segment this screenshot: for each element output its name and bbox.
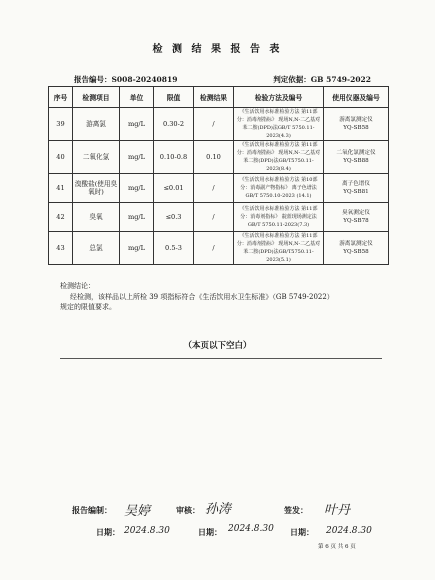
cell-item: 二氧化氯 <box>73 141 120 174</box>
cell-item: 溴酸盐(使用臭氧时) <box>73 174 120 203</box>
header-method: 检验方法及编号 <box>234 87 324 108</box>
cell-unit: mg/L <box>120 174 154 203</box>
cell-method: 《生活饮用水标准检验方法 第11部分：消毒剂指标》 现场N,N-二乙基对苯二胺(DPD)法GB/T 5750.11-2023(4.3) <box>234 108 324 141</box>
header-result: 检测结果 <box>194 87 234 108</box>
cell-result: / <box>194 108 234 141</box>
conclusion-heading: 检测结论： <box>60 282 95 290</box>
instrument-name: 游离氯测定仪 <box>339 241 373 247</box>
reviewed-date: 2024.8.30 <box>228 524 274 534</box>
table-row <box>49 141 389 174</box>
issued-date-label: 日期： <box>290 528 314 537</box>
table-header-row <box>49 87 389 108</box>
report-number-label: 报告编号： <box>74 75 112 84</box>
instrument-id: YQ-SB58 <box>343 249 369 255</box>
report-number-value: S008-20240819 <box>111 75 178 84</box>
standard-value: GB 5749-2022 <box>310 75 371 84</box>
issued-date: 2024.8.30 <box>326 526 372 536</box>
cell-instrument <box>324 174 389 203</box>
reviewed-by-label: 审核： <box>176 506 200 515</box>
cell-instrument <box>324 108 389 141</box>
table-row <box>49 174 389 203</box>
cell-limit: ≤0.3 <box>154 203 194 232</box>
reviewed-date-label: 日期： <box>198 528 222 537</box>
prepared-by-label: 报告编制： <box>72 506 112 515</box>
instrument-id: YQ-SB78 <box>343 218 369 224</box>
instrument-id: YQ-SB88 <box>343 158 369 164</box>
results-table <box>48 86 389 265</box>
cell-no: 41 <box>49 174 73 203</box>
instrument-name: 游离氯测定仪 <box>339 117 373 123</box>
judgement-standard <box>273 74 371 85</box>
cell-instrument <box>324 203 389 232</box>
issued-by-label: 签发： <box>284 506 308 515</box>
conclusion-text-continued: 规定的限值要求。 <box>60 303 116 311</box>
table-row <box>49 232 389 265</box>
cell-no: 42 <box>49 203 73 232</box>
cell-no: 39 <box>49 108 73 141</box>
instrument-name: 臭氧测定仪 <box>342 210 370 216</box>
cell-method: 《生活饮用水标准检验方法 第11部分：消毒剂指标》 靛蓝现场测定法 GB/T 5750.11-2023(7.3) <box>234 203 324 232</box>
report-title: 检 测 结 果 报 告 表 <box>152 44 283 55</box>
reviewed-signature: 孙涛 <box>205 502 232 517</box>
cell-instrument <box>324 141 389 174</box>
cell-limit: 0.10-0.8 <box>154 141 194 174</box>
header-unit: 单位 <box>120 87 154 108</box>
cell-unit: mg/L <box>120 141 154 174</box>
instrument-name: 离子色谱仪 <box>342 181 370 187</box>
instrument-id: YQ-SB58 <box>343 125 369 131</box>
standard-label: 判定依据： <box>273 75 311 84</box>
prepared-signature: 吴婷 <box>124 504 151 519</box>
cell-unit: mg/L <box>120 108 154 141</box>
cell-limit: 0.5-3 <box>154 232 194 265</box>
issued-signature: 叶丹 <box>324 503 351 518</box>
cell-item: 游离氯 <box>73 108 120 141</box>
prepared-date: 2024.8.30 <box>124 526 170 536</box>
report-number <box>74 74 177 85</box>
cell-limit: 0.30-2 <box>154 108 194 141</box>
cell-no: 43 <box>49 232 73 265</box>
cell-item: 臭氧 <box>73 203 120 232</box>
header-limit: 限值 <box>154 87 194 108</box>
cell-result: / <box>194 203 234 232</box>
page-number: 第 6 页 共 6 页 <box>318 544 356 550</box>
cell-result: / <box>194 232 234 265</box>
cell-method: 《生活饮用水标准检验方法 第11部分：消毒剂指标》 现场N,N-二乙基对苯二胺(DPD)法GB/T5750.11-2023(5.1) <box>234 232 324 265</box>
header-item: 检测项目 <box>73 87 120 108</box>
header-instrument: 使用仪器及编号 <box>324 87 389 108</box>
cell-limit: ≤0.01 <box>154 174 194 203</box>
prepared-date-label: 日期： <box>96 528 120 537</box>
instrument-id: YQ-SB81 <box>343 189 369 195</box>
cell-item: 总氯 <box>73 232 120 265</box>
cell-instrument <box>324 232 389 265</box>
cell-no: 40 <box>49 141 73 174</box>
blank-below-note: （本页以下空白） <box>183 341 252 351</box>
header-no: 序号 <box>49 87 73 108</box>
conclusion-text: 经检测，该样品以上所检 39 项指标符合《生活饮用水卫生标准》（GB 5749-2022） <box>70 292 334 301</box>
cell-unit: mg/L <box>120 232 154 265</box>
cell-method: 《生活饮用水标准检验方法 第10部分：消毒副产物指标》 离子色谱法GB/T 5750.10-2023 (14.1) <box>234 174 324 203</box>
cell-method: 《生活饮用水标准检验方法 第11部分：消毒剂指标》 现场N,N-二乙基对苯二胺(DPD)法GB/T5750.11-2023(8.4) <box>234 141 324 174</box>
table-row <box>49 203 389 232</box>
cell-result: / <box>194 174 234 203</box>
divider-line <box>60 358 382 359</box>
table-row <box>49 108 389 141</box>
conclusion <box>60 281 390 313</box>
cell-unit: mg/L <box>120 203 154 232</box>
cell-result: 0.10 <box>194 141 234 174</box>
instrument-name: 二氧化氯测定仪 <box>336 150 376 156</box>
